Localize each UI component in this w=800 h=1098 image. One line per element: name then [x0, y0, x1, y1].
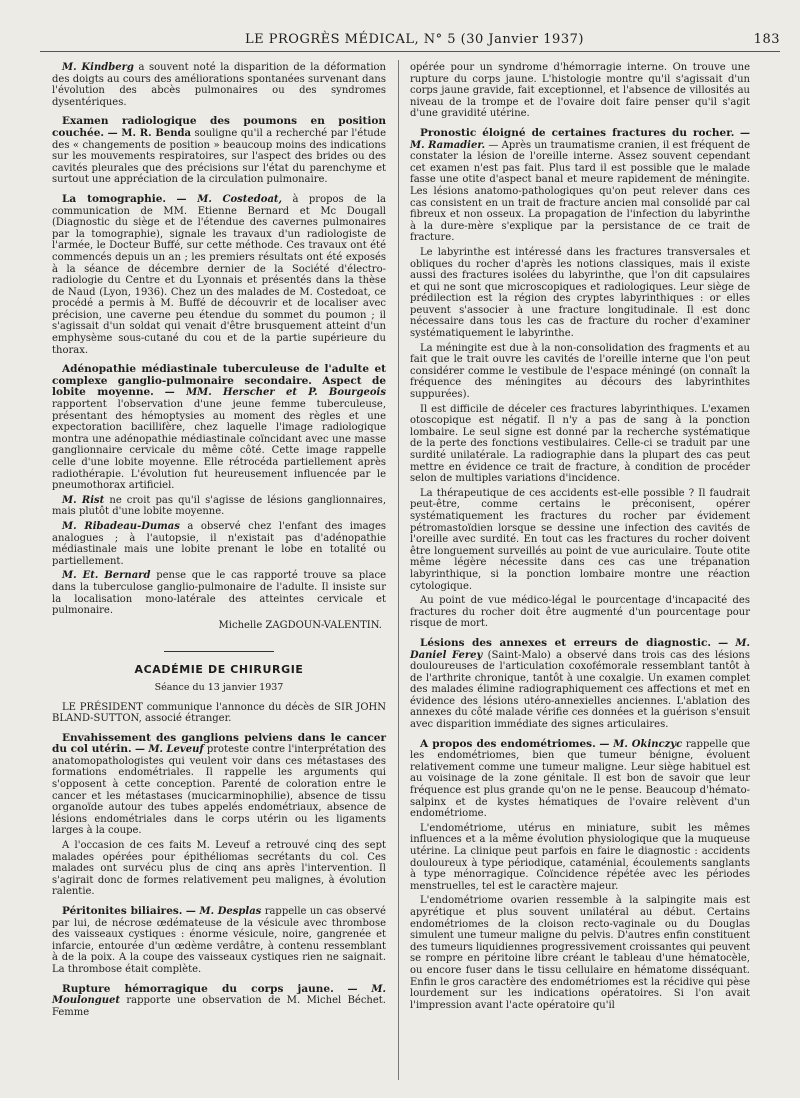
paragraph-text: rappelle que les endométriomes, bien que tumeur bénigne, évoluent relativement comme une tumeur maligne. Leur siège habituel est au voisinage de la zone génitale. Il est bon de savoir que leur fréquence est plus grande qu'on ne le pense. Beaucoup d'hémato-salpinx et de kystes hématiques de l'ovaire relèvent d'un endométriome. — [410, 738, 750, 820]
right-column — [410, 62, 750, 1014]
paragraph: L'endométriome ovarien ressemble à la salpingite mais est apyrétique et plus souvent unilatéral au début. Certains endométriomes de la cloison recto-vaginale ou du Douglas simulent une tumeur maligne du pelvis. D'autres enfin constituent des tumeurs liquidiennes progressivement croissantes qui peuvent se rompre en péritoine libre créant le tableau d'une hématocèle, ou encore fuser dans le tissu cellulaire en hématome disséquant. Enfin le gros caractère des endométriomes est la récidive qui pèse lourdement sur les indications opératoires. Si l'on avait l'impression avant l'acte opératoire qu'il — [410, 895, 750, 1011]
paragraph — [52, 62, 386, 108]
section-heading: Pronostic éloigné de certaines fractures du rocher. — [420, 126, 735, 139]
section-pronostic — [410, 128, 750, 244]
paragraph-text: a observé chez l'enfant des images analogues ; à l'autopsie, il n'existait pas d'adénopathie médiastinale mais une lobite prenant le lobe en totalité ou partiellement. — [52, 520, 386, 567]
paragraph-text: (Saint-Malo) a observé dans trois cas des lésions douloureuses de l'articulation coxofémorale ressemblant tantôt à de l'arthrite chronique, tantôt à une coxalgie. Un examen complet des malades élimine radiographiquement ces affections et met en évidence des lésions utéro-annexielles anciennes. L'ablation des annexes du côté malade vérifie ces données et la guérison s'ensuit avec disparition immédiate des signes articulaires. — [410, 649, 750, 731]
paragraph: A l'occasion de ces faits M. Leveuf a retrouvé cinq des sept malades opérées pour épithéliomas secrétants du col. Ces malades ont survécu plus de cinq ans après l'intervention. Il s'agirait donc de formes relativement peu malignes, à évolution ralentie. — [52, 840, 386, 898]
paragraph-text: rapportent l'observation d'une jeune femme tuberculeuse, présentant des hémoptysies au moment des règles et une expectoration bacillifère, chez laquelle l'image radiologique montra une adénopathie médiastinale coïncidant avec une masse ganglionnaire cervicale du même côté. Cette image rappelle celle d'une lobite moyenne. Elle rétrocéda partiellement après radiothérapie. L'évolution fut heureusement influencée par le pneumothorax artificiel. — [52, 399, 386, 492]
author-name: — M. R. Benda — [107, 127, 191, 139]
section-heading: Envahissement des ganglions pelviens dans le cancer du col utérin. — [52, 731, 386, 756]
paragraph: La méningite est due à la non-consolidation des fragments et au fait que le trait ouvre les cavités de l'oreille interne que l'on peut considérer comme le vestibule de l'espace méningé (on connaît la fréquence des méningites au décours des labyrinthites suppurées). — [410, 342, 750, 401]
section-heading: Examen radiologique des poumons en position couchée. — [52, 115, 386, 139]
section-tomographie — [52, 194, 386, 356]
paragraph-text: pense que le cas rapporté trouve sa place dans la tuberculose ganglio-pulmonaire de l'adulte. Il insiste sur la localisation mono-latérale des atteintes cervicale et pulmonaire. — [52, 570, 386, 617]
section-heading: Rupture hémorragique du corps jaune. — [62, 982, 334, 995]
paragraph-text: — Après un traumatisme cranien, il est fréquent de constater la lésion de l'oreille interne. Assez souvent cependant cet examen n'est pas fait. Plus tard il est possible que le malade fasse une otite d'aspect banal et meure rapidement de méningite. Les lésions anatomo-pathologiques qu'on peut relever dans ces cas consistent en un trait de fracture ancien mal consolidé par cal fibreux et non osseux. La propagation de l'infection du labyrinthe à la dure-mère s'explique par la persistance de ce trait de fracture. — [410, 139, 750, 244]
paragraph-text: proteste contre l'interprétation des anatomopathologistes qui veulent voir dans ces métastases des formations endométriales. Il rappelle les arguments qui s'opposent à cette conception. Parenté de coloration entre le cancer et les métastases (mucicarminophilie), absence de tissu organoïde autour des tubes appelés endométriaux, absence de lésions endométriales dans le corps utérin ou les ligaments larges à la coupe. — [52, 744, 386, 837]
author-name: — M. Moulonguet — [52, 983, 386, 1007]
section-endometriomes — [410, 739, 750, 820]
author-name: — M. Ramadier. — [410, 127, 750, 151]
section-heading: La tomographie. — [62, 192, 167, 205]
author-name: — MM. Herscher et P. Bourgeois — [164, 387, 386, 399]
section-heading: Adénopathie médiastinale tuberculeuse de l'adulte et complexe ganglio-pulmonaire secondaire. Aspect de lobite moyenne. — [52, 363, 386, 399]
author-name: — M. Costedoat, — [176, 193, 283, 205]
author-name: — M. Leveuf — [134, 744, 204, 756]
running-header — [40, 30, 780, 52]
paragraph: LE PRÉSIDENT communique l'annonce du décès de SIR JOHN BLAND-SUTTON, associé étranger. — [52, 701, 386, 725]
paragraph: Le labyrinthe est intéressé dans les fractures transversales et obliques du rocher d'après les notions classiques, mais il existe aussi des fractures isolées du labyrinthe, que l'on dit capsulaires et qui ne sont que microscopiques et radiologiques. Leur siège de prédilection est la région des cryptes labyrinthiques : or elles peuvent s'associer à une fracture longitudinale. Il est donc nécessaire dans tous les cas de fracture du rocher d'examiner systématiquement le labyrinthe. — [410, 246, 750, 340]
session-date: Séance du 13 janvier 1937 — [154, 681, 284, 693]
running-title: LE PROGRÈS MÉDICAL, N° 5 (30 Janvier 1937) — [245, 32, 584, 47]
paragraph-text: souligne qu'il a recherché par l'étude des « changements de position » beaucoup moins des indications sur les mouvements respiratoires, sur l'aspect des brides ou des cavités pleurales que des précisions sur l'état du parenchyme et surtout une appréciation de la circulation pulmonaire. — [52, 127, 387, 186]
paragraph: La thérapeutique de ces accidents est-elle possible ? Il faudrait peut-être, comme certains le préconisent, opérer systématiquement les fractures du rocher par évidement pétromastoïdien lorsque se dessine une infection des cavités de l'oreille avec surdité. En tout cas les fractures du rocher doivent être longuement surveillés au point de vue auriculaire. Toute otite même légère nécessite dans ces cas une trépanation labyrinthique, si la ponction lombaire montre une réaction cytologique. — [410, 487, 750, 592]
paragraph — [52, 570, 386, 616]
column-divider — [398, 60, 399, 1080]
author-name: M. Rist — [62, 494, 105, 506]
section-heading: A propos des endométriomes. — [420, 737, 596, 750]
author-name: M. Et. Bernard — [62, 570, 151, 582]
author-name: M. Ribadeau-Dumas — [62, 520, 180, 532]
paragraph: opérée pour un syndrome d'hémorragie interne. On trouve une rupture du corps jaune. L'histologie montre qu'il s'agissait d'un corps jaune gravide, fait exceptionnel, et l'absence de villosités au niveau de la trompe et de l'ovaire doit faire penser qu'il s'agit d'une gravidité utérine. — [410, 62, 750, 120]
paragraph-text: ne croit pas qu'il s'agisse de lésions ganglionnaires, mais plutôt d'une lobite moyenne. — [52, 494, 386, 518]
section-envahissement — [52, 733, 386, 837]
section-heading: Lésions des annexes et erreurs de diagnostic. — [420, 636, 712, 649]
section-heading: Péritonites biliaires. — [62, 905, 183, 917]
header-rule — [40, 51, 780, 52]
author-name: — M. Desplas — [185, 906, 262, 917]
page-number: 183 — [753, 32, 780, 47]
section-lesions — [410, 638, 750, 731]
author-name: M. Kindberg — [62, 62, 134, 73]
paragraph-text: à propos de la communication de MM. Etienne Bernard et Mc Dougall (Diagnostic du siège et de l'étendue des cavernes pulmonaires par la tomographie), signale les travaux d'un radiologiste de l'armée, le Docteur Buffé, sur cette méthode. Ces travaux ont été commencés depuis un an ; les premiers résultats ont été exposés à la séance de décembre dernier de la Société d'électro-radiologie du Centre et du Lyonnais et présentés dans la thèse de Naud (Lyon, 1936). Chez un des malades de M. Costedoat, ce procédé a permis à M. Buffé de découvrir et de localiser avec précision, une caverne peu étendue du sommet du poumon ; il s'agissait d'un soldat qui venait d'être brusquement atteint d'un emphysème sous-cutané du cou et de la partie supérieure du thorax. — [52, 193, 387, 356]
section-adenopathie — [52, 364, 386, 492]
left-column — [52, 62, 386, 1021]
section-rupture — [52, 984, 386, 1019]
section-peritonites — [52, 906, 386, 976]
paragraph-text: rappelle un cas observé par lui, de nécrose œdémateuse de la vésicule avec thrombose des vaisseaux cystiques : énorme vésicule, noire, gangrenée et infarcie, entourée d'un œdème verdâtre, à contenu ressemblant à de la poix. A la coupe des vaisseaux cystiques rien ne saignait. La thrombose était complète. — [52, 906, 386, 975]
section-rule — [164, 651, 274, 652]
paragraph: Il est difficile de déceler ces fractures labyrinthiques. L'examen otoscopique est négatif. Il n'y a pas de sang à la ponction lombaire. Le seul signe est donné par la recherche systématique de la perte des fonctions vestibulaires. Celle-ci se traduit par une surdité unilatérale. La radiographie dans la plupart des cas peut mettre en évidence ce trait de fracture, à condition de procéder selon de multiples variations d'incidence. — [410, 403, 750, 485]
paragraph: Au point de vue médico-légal le pourcentage d'incapacité des fractures du rocher doit être augmenté d'un pourcentage pour risque de mort. — [410, 595, 750, 630]
paragraph: L'endométriome, utérus en miniature, subit les mêmes influences et a la même évolution physiologique que la muqueuse utérine. La clinique peut parfois en faire le diagnostic : accidents douloureux à type périodique, cataménial, écoulements sanglants à type ménorragique. Coïncidence répétée avec les périodes menstruelles, tel est le caractère majeur. — [410, 822, 750, 892]
paragraph-text: a souvent noté la disparition de la déformation des doigts au cours des améliorations spontanées survenant dans l'évolution des abcès pulmonaires ou des syndromes dysentériques. — [52, 62, 386, 108]
section-examen — [52, 116, 386, 186]
author-name: — M. Daniel Ferey — [410, 637, 750, 661]
academy-title: ACADÉMIE DE CHIRURGIE — [134, 663, 304, 677]
author-name: — M. Okinczyc — [599, 738, 683, 750]
signature: Michelle ZAGDOUN-VALENTIN. — [218, 619, 382, 631]
paragraph — [52, 521, 386, 567]
paragraph-text: rapporte une observation de M. Michel Béchet. Femme — [52, 995, 386, 1018]
paragraph — [52, 495, 386, 518]
